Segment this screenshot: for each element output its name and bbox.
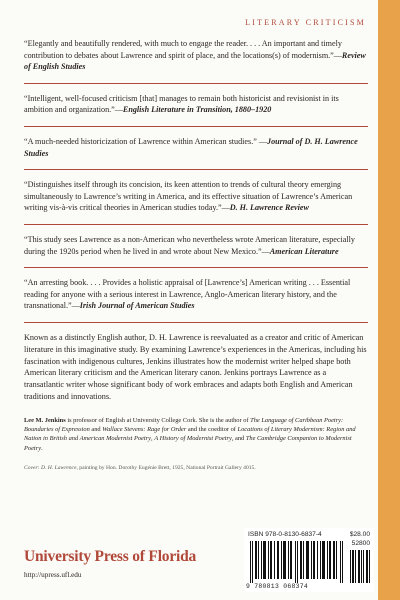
back-cover-text xyxy=(24,38,368,472)
quote-source: Irish Journal of American Studies xyxy=(79,301,195,311)
review-quote xyxy=(24,93,368,116)
quote-text: “Distinguishes itself through its concision, its keen attention to trends of cultural theory emerging simultaneously to Lawrence’s writing in America, and its effective situation of Lawrence’s American writing vis-à-vis critical theories in American studies today.”— xyxy=(24,180,353,213)
book-title: A History of Modernist Poetry xyxy=(154,435,232,443)
bio-text: and xyxy=(89,425,103,433)
cover-credit xyxy=(24,464,368,472)
bio-text: , and xyxy=(231,435,246,443)
publisher-url[interactable]: http://upress.ufl.edu xyxy=(24,571,82,579)
divider xyxy=(24,224,368,225)
quote-text: “A much-needed historicization of Lawrence within American studies.” — xyxy=(24,136,267,146)
review-quote xyxy=(24,136,368,159)
review-quote xyxy=(24,179,368,214)
quote-source: D. H. Lawrence Review xyxy=(229,203,309,213)
author-name: Lee M. Jenkins xyxy=(24,416,66,424)
book-description: Known as a distinctly English author, D. H. Lawrence is reevaluated as a creator and critic of American literature in this imaginative study. By examining Lawrence’s experiences in the Americas, including his fascination with indigenous cultures, Jenkins illustrates how the modernist writer helped shape both American literary criticism and the American literary canon. Jenkins portrays Lawrence as a transatlantic writer whose significant body of work embraces and adapts both English and American traditions and innovations. xyxy=(24,332,367,401)
barcode-graphic xyxy=(250,541,346,583)
price-addon-code: 52800 xyxy=(351,540,370,547)
quote-source: Review of English Studies xyxy=(24,50,366,72)
isbn-label: ISBN 978-0-8130-6837-4 xyxy=(248,531,322,538)
book-title: Locations of Literary Modernism: Region and Nation in British and American Modernist Poetry xyxy=(24,425,356,443)
bio-text: and the coeditor of xyxy=(186,425,238,433)
quote-source: Journal of D. H. Lawrence Studies xyxy=(24,136,358,158)
divider xyxy=(24,83,368,84)
cover-credit-text: , painting by Hon. Dorothy Eugénie Brett, 1925, National Portrait Gallery 4015. xyxy=(76,464,256,471)
quote-text: “Intelligent, well-focused criticism [that] manages to remain both historicist and revisionist in its ambition and organization.”— xyxy=(24,93,339,115)
bio-text: , xyxy=(150,435,155,443)
book-title: Wallace Stevens: Rage for Order xyxy=(102,425,187,433)
review-quote xyxy=(24,277,368,312)
divider xyxy=(24,126,368,127)
barcode-panel xyxy=(244,528,374,592)
spine-band xyxy=(378,0,400,600)
review-quote xyxy=(24,234,368,257)
quote-text: “An arresting book. . . . Provides a holistic appraisal of [Lawrence’s] American writing . . . Essential reading for anyone with a serious interest in Lawrence, Anglo-American literary history, and the transnational.”— xyxy=(24,278,351,311)
review-quote xyxy=(24,38,368,73)
genre-label: LITERARY CRITICISM xyxy=(245,18,366,27)
divider xyxy=(24,267,368,268)
quote-source: American Literature xyxy=(269,246,339,256)
cover-label: Cover: xyxy=(24,464,41,471)
book-title: The Cambridge Companion to Modernist Poetry xyxy=(24,435,352,452)
bio-text: . xyxy=(41,444,43,452)
bio-text: is professor of English at University College Cork. She is the author of xyxy=(65,416,251,424)
quote-source: English Literature in Transition, 1880–1920 xyxy=(122,105,272,115)
book-title: The Language of Caribbean Poetry: Boundaries of Expression xyxy=(24,416,344,433)
quote-text: “This study sees Lawrence as a non-American who nevertheless wrote American literature, especially during the 1920s period when he lived in and wrote about New Mexico.”— xyxy=(24,234,355,256)
author-bio xyxy=(24,416,368,453)
quote-text: “Elegantly and beautifully rendered, with much to engage the reader. . . . An important and timely contribution to debates about Lawrence and spirit of place, and the locations(s) of modernism.”— xyxy=(24,39,342,60)
cover-title: D. H. Lawrence xyxy=(40,464,77,471)
publisher-name: University Press of Florida xyxy=(24,548,197,565)
addon-barcode-graphic xyxy=(350,550,372,583)
price-label: $28.00 xyxy=(349,531,370,538)
barcode-number: 9 780813 068374 xyxy=(246,583,309,590)
divider xyxy=(24,169,368,170)
divider xyxy=(24,322,368,323)
